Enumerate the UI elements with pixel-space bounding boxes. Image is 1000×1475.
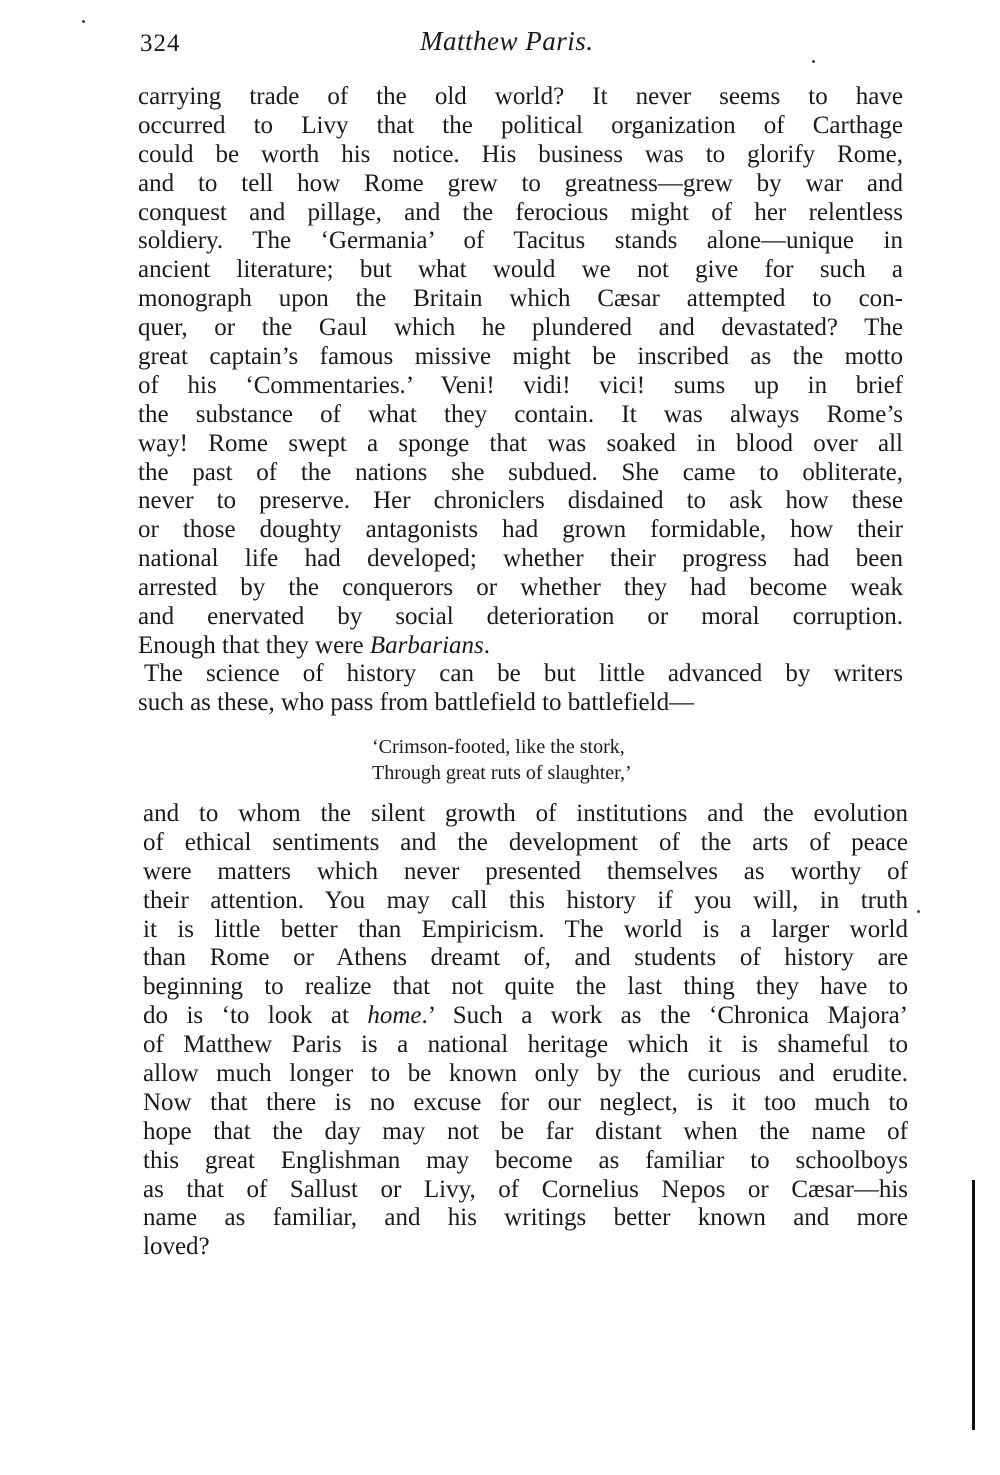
text-line: way! Rome swept a sponge that was soaked in blood over all — [138, 429, 903, 457]
paragraph-3 — [143, 800, 908, 1262]
text-line: of Matthew Paris is a national heritage which it is shameful to — [143, 1031, 908, 1059]
text-line: than Rome or Athens dreamt of, and students of history are — [143, 944, 908, 972]
paragraph-2 — [138, 660, 903, 718]
italic-word: home — [367, 1002, 422, 1030]
text-line: their attention. You may call this history if you will, in truth — [143, 886, 908, 914]
text-line: Now that there is no excuse for our neglect, is it too much to — [143, 1088, 908, 1116]
text-line: name as familiar, and his writings better known and more — [143, 1204, 908, 1232]
page-header — [0, 22, 1000, 62]
text-line: and to tell how Rome grew to greatness—grew by war and — [138, 169, 903, 197]
text-line: and to whom the silent growth of institutions and the evolution — [143, 800, 908, 827]
text-line: or those doughty antagonists had grown formidable, how their — [138, 516, 903, 544]
text-line: this great Englishman may become as familiar to schoolboys — [143, 1146, 908, 1174]
text-line: quer, or the Gaul which he plundered and devastated? The — [138, 314, 903, 342]
text-line — [143, 1002, 908, 1031]
text-line: allow much longer to be known only by the curious and erudite. — [143, 1060, 908, 1088]
text-line: The science of history can be but little advanced by writers — [144, 660, 903, 687]
page-edge-mark — [972, 1180, 975, 1430]
text-line: conquest and pillage, and the ferocious might of her relentless — [138, 198, 903, 226]
quote-line: Through great ruts of slaughter,’ — [372, 762, 632, 784]
page-number: 324 — [140, 30, 181, 57]
text-line: monograph upon the Britain which Cæsar attempted to con- — [138, 285, 903, 313]
quote-line: ‘Crimson-footed, like the stork, — [372, 736, 625, 758]
text-line: national life had developed; whether their progress had been — [138, 545, 903, 573]
print-speck — [82, 20, 85, 23]
text-line: great captain’s famous missive might be inscribed as the motto — [138, 343, 903, 371]
running-title: Matthew Paris. — [420, 26, 594, 56]
text-line: and enervated by social deterioration or moral corruption. — [138, 603, 903, 631]
italic-word: Barbarians — [369, 631, 484, 659]
text-fragment: do is ‘to look at — [143, 1002, 368, 1030]
text-line: were matters which never presented themselves as worthy of — [143, 857, 908, 885]
text-line: occurred to Livy that the political organization of Carthage — [138, 111, 903, 139]
text-line: never to preserve. Her chroniclers disdained to ask how these — [138, 487, 903, 515]
text-line: of his ‘Commentaries.’ Veni! vidi! vici! sums up in brief — [138, 371, 903, 399]
paragraph-1 — [138, 83, 903, 661]
text-line-last: loved? — [143, 1233, 210, 1261]
text-line: of ethical sentiments and the development of the arts of peace — [143, 828, 908, 856]
text-line: carrying trade of the old world? It never seems to have — [138, 83, 903, 110]
text-line: the substance of what they contain. It was always Rome’s — [138, 400, 903, 428]
text-line: arrested by the conquerors or whether they had become weak — [138, 574, 903, 602]
text-fragment: . — [483, 631, 491, 659]
verse-quote — [372, 734, 772, 786]
text-line: ancient literature; but what would we not give for such a — [138, 256, 903, 284]
text-line: hope that the day may not be far distant when the name of — [143, 1117, 908, 1145]
print-speck — [917, 910, 920, 913]
text-line-last — [138, 632, 903, 661]
text-line: it is little better than Empiricism. The world is a larger world — [143, 915, 908, 943]
text-line: could be worth his notice. His business was to glorify Rome, — [138, 140, 903, 168]
text-line: soldiery. The ‘Germania’ of Tacitus stands alone—unique in — [138, 227, 903, 255]
text-line: as that of Sallust or Livy, of Cornelius Nepos or Cæsar—his — [143, 1175, 908, 1203]
text-line: the past of the nations she subdued. She came to obliterate, — [138, 458, 903, 486]
text-fragment: Enough that they were — [138, 631, 370, 659]
text-line: beginning to realize that not quite the last thing they have to — [143, 973, 908, 1001]
text-line: such as these, who pass from battlefield to battlefield— — [138, 688, 695, 716]
text-fragment: .’ Such a work as the ‘Chronica Majora’ — [421, 1002, 908, 1030]
print-speck — [812, 60, 815, 63]
